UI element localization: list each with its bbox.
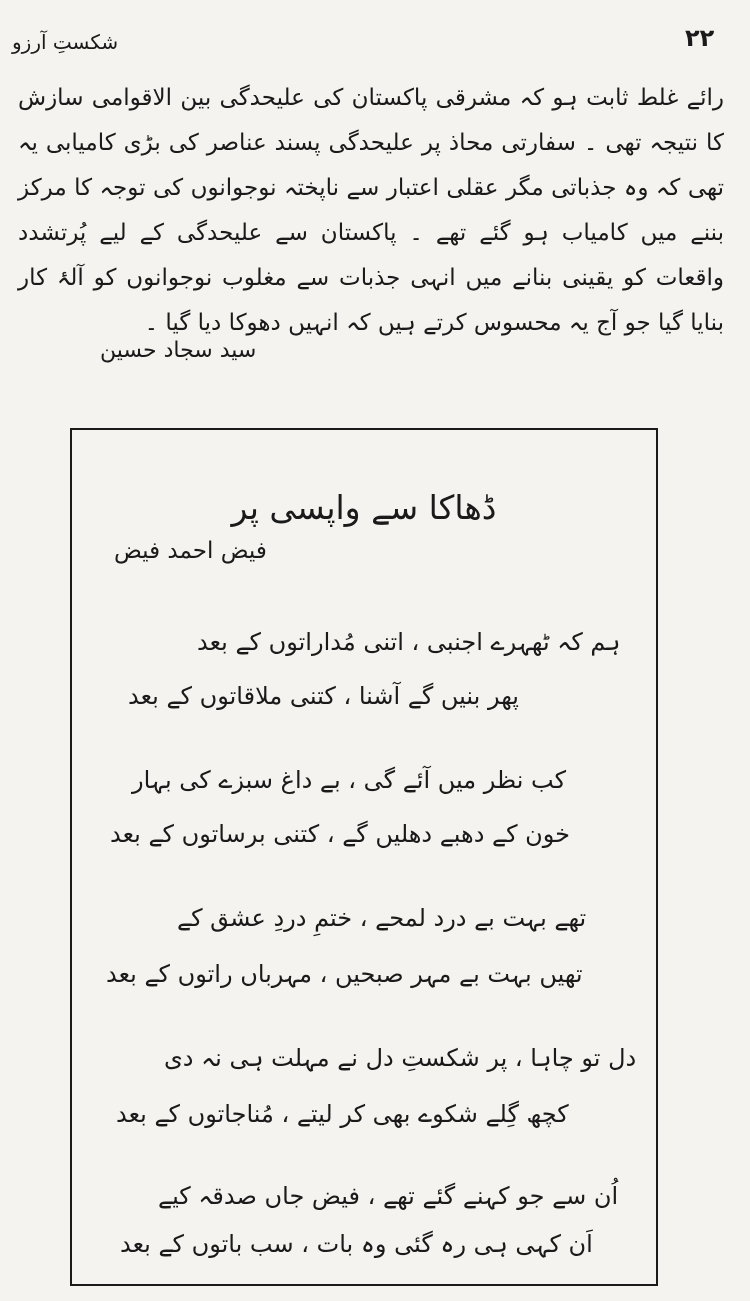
verse-line: تھے بہت بے درد لمحے ، ختمِ دردِ عشق کے: [177, 904, 587, 932]
prose-block: [18, 76, 724, 346]
poem-frame: [70, 428, 658, 1286]
verse-line: تھیں بہت بے مہر صبحیں ، مہرباں راتوں کے بعد: [106, 960, 583, 988]
verse-line: خون کے دھبے دھلیں گے ، کتنی برساتوں کے بعد: [110, 820, 570, 848]
verse-line: ہم کہ ٹھہرے اجنبی ، اتنی مُداراتوں کے بعد: [197, 628, 621, 656]
poem-title: ڈھاکا سے واپسی پر: [231, 488, 497, 527]
verse-line: کب نظر میں آئے گی ، بے داغ سبزے کی بہار: [132, 766, 566, 794]
verse-line: پھر بنیں گے آشنا ، کتنی ملاقاتوں کے بعد: [128, 682, 519, 710]
verse-line: دل تو چاہا ، پر شکستِ دل نے مہلت ہی نہ دی: [164, 1044, 637, 1072]
prose-paragraph: رائے غلط ثابت ہو کہ مشرقی پاکستان کی علیحدگی بین الاقوامی سازش کا نتیجہ تھی ۔ سفارتی محاذ پر علیحدگی پسند عناصر کی بڑی کامیابی یہ تھی کہ وہ جذباتی مگر عقلی اعتبار سے ناپختہ نوجوانوں کی توجہ کا مرکز بننے میں کامیاب ہو گئے تھے ۔ پاکستان سے علیحدگی کے لیے پُرتشدد واقعات کو یقینی بنانے میں انہی جذبات سے مغلوب نوجوانوں کو آلۂ کار بنایا گیا جو آج یہ محسوس کرتے ہیں کہ انہیں دھوکا دیا گیا ۔: [18, 85, 724, 336]
verse-line: اُن سے جو کہنے گئے تھے ، فیض جاں صدقہ کیے: [158, 1182, 619, 1210]
poet-name: فیض احمد فیض: [114, 538, 267, 564]
verse-line: اَن کہی ہی رہ گئی وہ بات ، سب باتوں کے بعد: [120, 1230, 593, 1258]
verse-line: کچھ گِلے شکوے بھی کر لیتے ، مُناجاتوں کے بعد: [116, 1100, 569, 1128]
page-number: ۲۲: [685, 24, 715, 52]
running-title: شکستِ آرزو: [12, 30, 119, 54]
author-signature: سید سجاد حسین: [100, 338, 257, 363]
